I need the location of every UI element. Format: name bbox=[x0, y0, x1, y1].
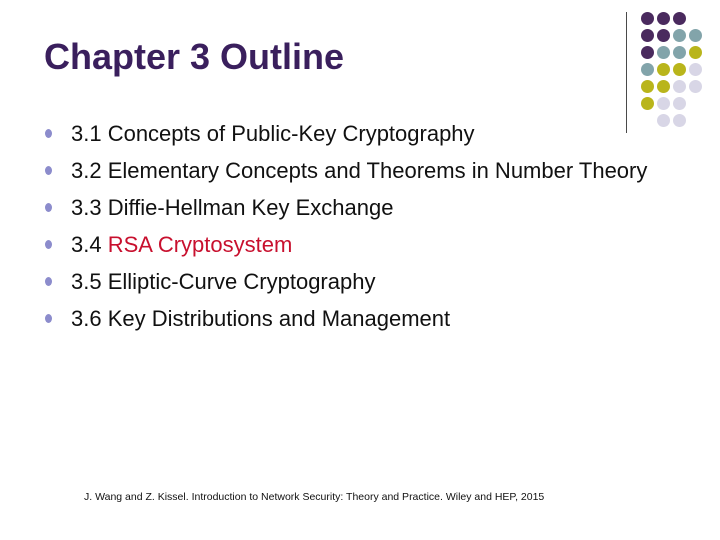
bullet-icon bbox=[45, 314, 52, 323]
outline-item-text: 3.6 Key Distributions and Management bbox=[71, 306, 451, 331]
outline-item-text: 3.5 Elliptic-Curve Cryptography bbox=[71, 269, 376, 294]
slide-title: Chapter 3 Outline bbox=[44, 36, 345, 77]
decorative-dot bbox=[657, 63, 670, 76]
decorative-dot bbox=[641, 46, 654, 59]
outline-item bbox=[45, 158, 685, 183]
outline-list bbox=[45, 121, 685, 331]
outline-item-text: 3.1 Concepts of Public-Key Cryptography bbox=[71, 121, 475, 146]
decorative-dot bbox=[689, 46, 702, 59]
decorative-dot bbox=[657, 97, 670, 110]
decorative-dot bbox=[641, 29, 654, 42]
rsa-cryptosystem-highlight: RSA Cryptosystem bbox=[107, 232, 293, 257]
bullet-icon bbox=[45, 277, 52, 286]
decorative-dot bbox=[673, 12, 686, 25]
decorative-dot bbox=[673, 97, 686, 110]
decorative-dot bbox=[657, 46, 670, 59]
decorative-dot bbox=[689, 63, 702, 76]
decorative-dot bbox=[689, 80, 702, 93]
decorative-dot bbox=[641, 80, 654, 93]
decorative-dot bbox=[641, 97, 654, 110]
outline-item bbox=[45, 306, 685, 331]
decorative-dot bbox=[657, 29, 670, 42]
decorative-dot bbox=[673, 46, 686, 59]
decorative-dot bbox=[641, 63, 654, 76]
decorative-dot bbox=[673, 29, 686, 42]
bullet-icon bbox=[45, 240, 52, 249]
bullet-icon bbox=[45, 129, 52, 138]
outline-item bbox=[45, 232, 685, 257]
vertical-divider bbox=[626, 12, 627, 133]
outline-item-text: 3.3 Diffie-Hellman Key Exchange bbox=[71, 195, 394, 220]
bullet-icon bbox=[45, 166, 52, 175]
decorative-dot bbox=[689, 29, 702, 42]
outline-item bbox=[45, 121, 685, 146]
outline-item-text: 3.2 Elementary Concepts and Theorems in Number Theory bbox=[71, 158, 648, 183]
outline-item bbox=[45, 269, 685, 294]
bullet-icon bbox=[45, 203, 52, 212]
outline-item bbox=[45, 195, 685, 220]
citation-footer: J. Wang and Z. Kissel. Introduction to Network Security: Theory and Practice. Wiley and HEP, 2015 bbox=[84, 491, 545, 503]
decorative-dot bbox=[673, 80, 686, 93]
decorative-dot bbox=[657, 80, 670, 93]
decorative-dot bbox=[657, 12, 670, 25]
decorative-dot bbox=[641, 12, 654, 25]
outline-item-prefix: 3.4 bbox=[71, 232, 108, 257]
decorative-dot bbox=[673, 63, 686, 76]
